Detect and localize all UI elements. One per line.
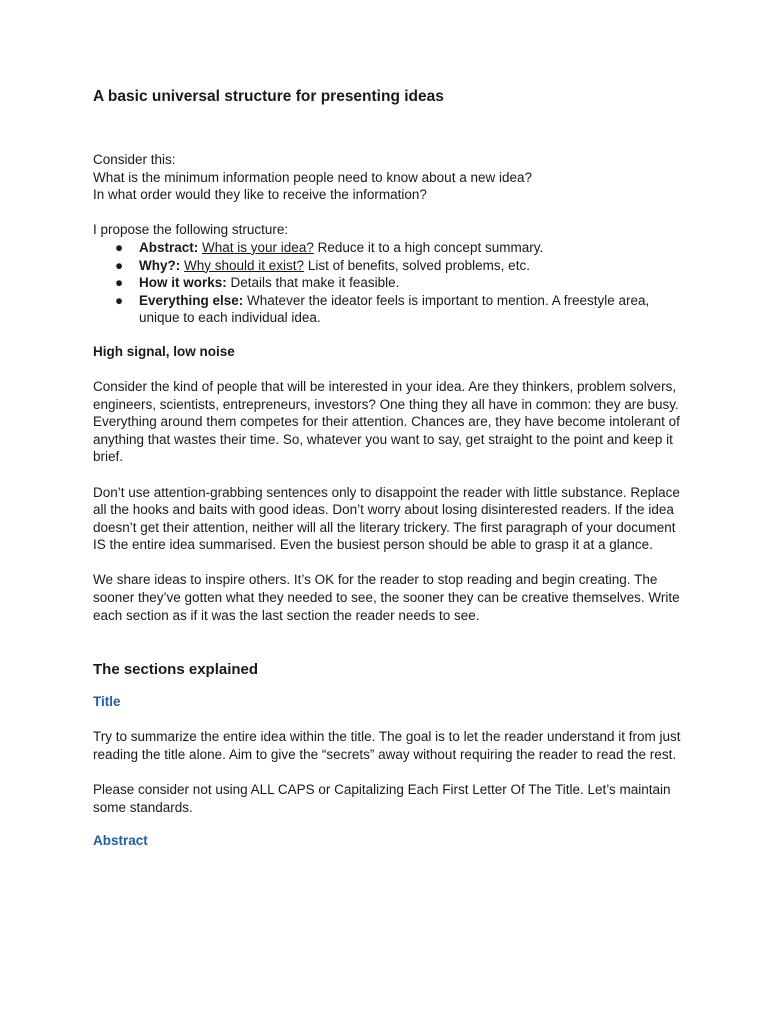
spacer — [93, 204, 683, 222]
item-label: How it works: — [139, 275, 227, 291]
signal-paragraph-2: Don’t use attention-grabbing sentences only to disappoint the reader with little substance. Replace all the hooks and baits with good ideas. Don’t worry about losing disinterested readers. If the idea doesn’t get their attention, neither will all the literary trickery. The first paragraph of your document IS the entire idea summarised. Even the busiest person should be able to grasp it at a glance. — [93, 484, 680, 553]
list-item — [93, 274, 683, 292]
item-link[interactable]: Why should it exist? — [184, 257, 305, 273]
abstract-section-heading: Abstract — [93, 833, 148, 849]
spacer — [93, 763, 683, 781]
spacer — [93, 110, 683, 151]
bullet-icon: ● — [115, 275, 124, 291]
intro-line-2: What is the minimum information people need to know about a new idea? — [93, 169, 533, 185]
item-label: Abstract: — [139, 239, 199, 255]
item-text: Details that make it feasible. — [226, 275, 400, 291]
signal-paragraph-3: We share ideas to inspire others. It’s OK for the reader to stop reading and begin creating. The sooner they’ve gotten what they needed to see, the sooner they can be creative themselves. Write each section as if it was the last section the reader needs to see. — [93, 572, 680, 623]
list-item — [93, 257, 683, 275]
intro-line-1: Consider this: — [93, 152, 176, 167]
spacer — [93, 624, 683, 657]
title-paragraph-2: Please consider not using ALL CAPS or Capitalizing Each First Letter Of The Title. Let’s maintain some standards. — [93, 782, 671, 815]
structure-list — [93, 239, 683, 327]
signal-paragraph-1: Consider the kind of people that will be interested in your idea. Are they thinkers, problem solvers, engineers, scientists, entrepreneurs, investors? One thing they all have in common: they are busy. Everything around them competes for their attention. Chances are, they have become intolerant of anything that wastes their time. So, whatever you want to say, get straight to the point and keep it brief. — [93, 378, 680, 465]
item-link[interactable]: What is your idea? — [202, 239, 314, 255]
spacer — [93, 327, 683, 343]
spacer — [93, 554, 683, 572]
item-text: List of benefits, solved problems, etc. — [304, 257, 530, 273]
bullet-icon: ● — [115, 292, 124, 308]
item-label: Why?: — [139, 257, 181, 273]
title-paragraph-1: Try to summarize the entire idea within the title. The goal is to let the reader understand it from just reading the title alone. Aim to give the “secrets” away without requiring the reader to read the rest. — [93, 729, 681, 762]
spacer — [93, 361, 683, 378]
propose-line: I propose the following structure: — [93, 222, 289, 238]
spacer — [93, 816, 683, 832]
signal-heading: High signal, low noise — [93, 343, 235, 359]
document-title: A basic universal structure for presenting ideas — [93, 88, 444, 105]
spacer — [93, 711, 683, 728]
item-label: Everything else: — [139, 292, 244, 308]
sections-heading: The sections explained — [93, 661, 259, 679]
item-text: Whatever the ideator feels is important to mention. A freestyle area, unique to each individual idea. — [139, 292, 650, 326]
bullet-icon: ● — [115, 239, 124, 255]
bullet-icon: ● — [115, 257, 124, 273]
spacer — [93, 466, 683, 484]
spacer — [93, 683, 683, 693]
list-item — [93, 239, 683, 257]
intro-line-3: In what order would they like to receive the information? — [93, 187, 427, 203]
list-item — [93, 292, 683, 327]
item-text: Reduce it to a high concept summary. — [313, 239, 544, 255]
document-page — [93, 84, 683, 850]
title-section-heading: Title — [93, 694, 121, 710]
